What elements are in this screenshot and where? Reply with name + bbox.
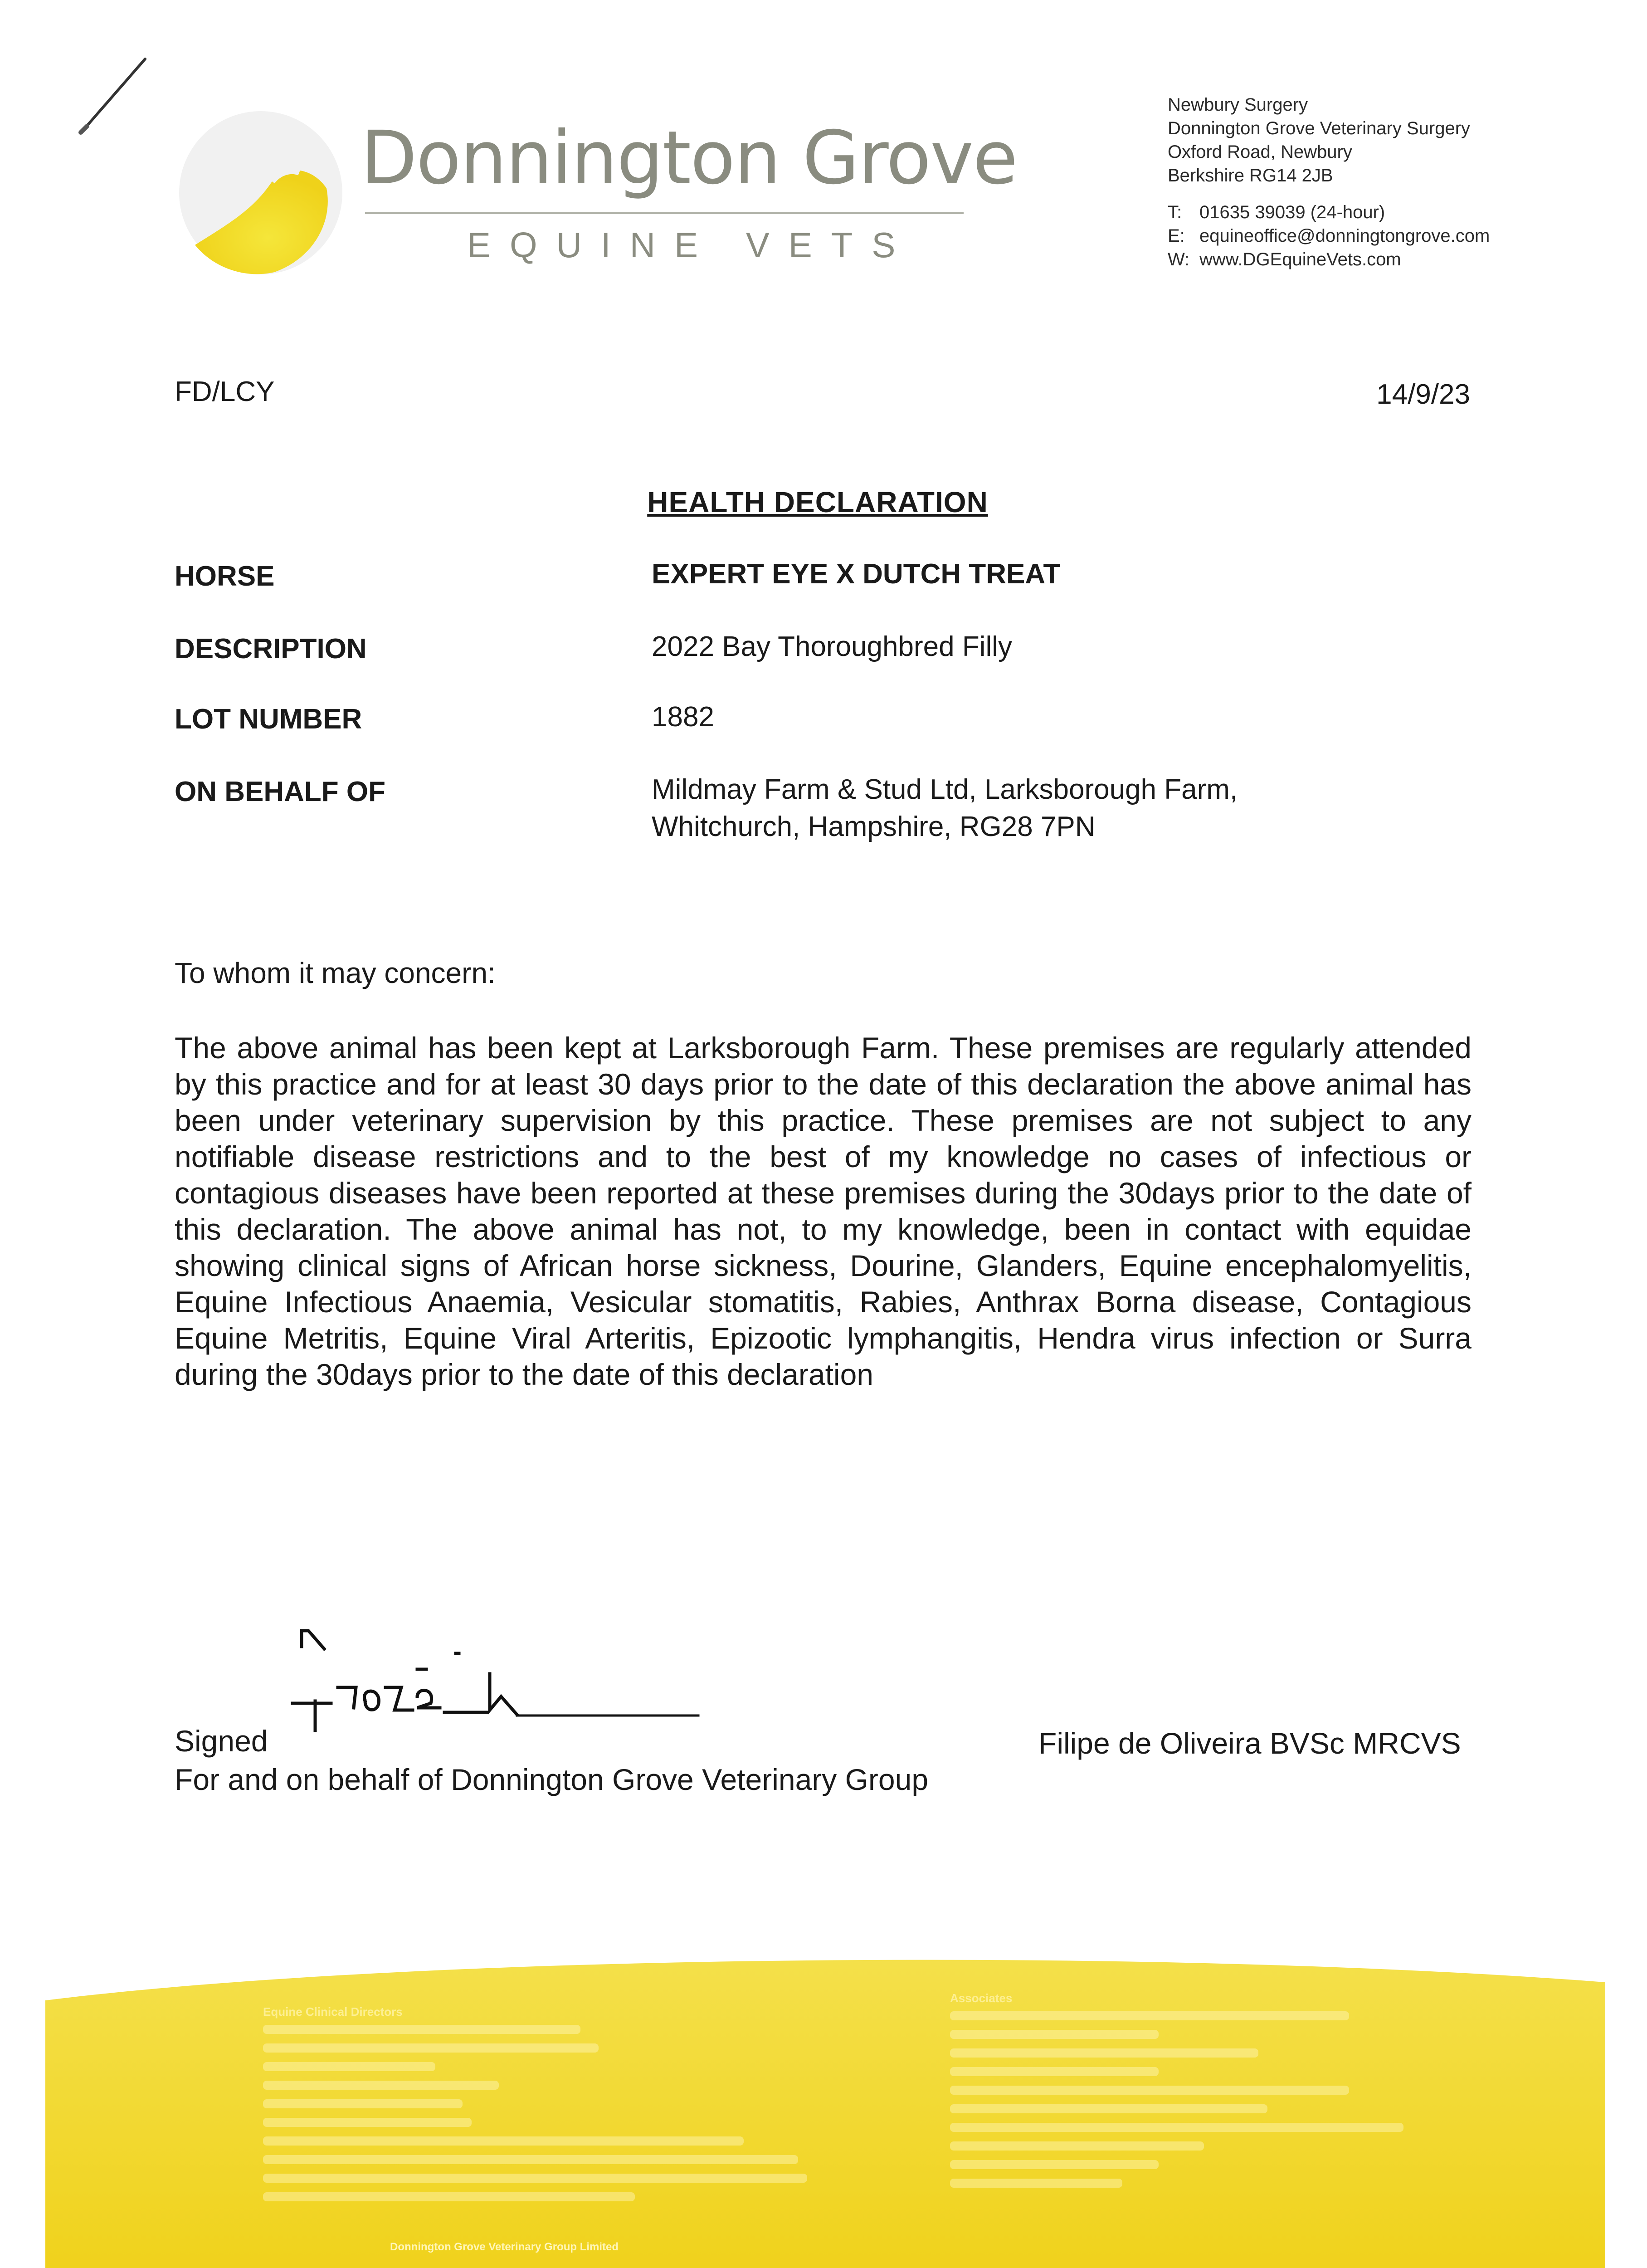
- footer-associates: [950, 1989, 1449, 2213]
- practice-contacts: [1168, 200, 1490, 271]
- field-label-description: DESCRIPTION: [175, 633, 367, 665]
- contact-label: T:: [1168, 202, 1182, 222]
- footer-company-name: Donnington Grove Veterinary Group Limited: [390, 2241, 619, 2253]
- owner-line-2: Whitchurch, Hampshire, RG28 7PN: [652, 811, 1096, 842]
- address-line: Oxford Road, Newbury: [1168, 142, 1352, 162]
- field-label-lot-number: LOT NUMBER: [175, 704, 362, 735]
- signed-label: Signed: [175, 1724, 268, 1758]
- practice-address: [1168, 93, 1470, 187]
- contact-website: [1168, 248, 1490, 271]
- on-behalf-statement: For and on behalf of Donnington Grove Veterinary Group: [175, 1763, 929, 1796]
- document-title: [0, 485, 1647, 519]
- brand-divider: [365, 212, 964, 214]
- contact-email: [1168, 224, 1490, 248]
- footer-associates-faint-lines: [950, 2008, 1449, 2207]
- footer-associates-heading: Associates: [950, 1991, 1013, 2005]
- letter-date: 14/9/23: [1376, 379, 1470, 410]
- footer-directors: [263, 2003, 853, 2222]
- field-label-on-behalf-of: ON BEHALF OF: [175, 776, 385, 807]
- contact-phone: [1168, 200, 1490, 224]
- footer-directors-heading: Equine Clinical Directors: [263, 2005, 403, 2019]
- address-line: Newbury Surgery: [1168, 95, 1308, 115]
- field-label-horse: HORSE: [175, 561, 275, 592]
- field-value-horse: EXPERT EYE X DUTCH TREAT: [652, 558, 1061, 590]
- handwritten-signature: [281, 1619, 712, 1751]
- declaration-body: The above animal has been kept at Larksborough Farm. These premises are regularly attended by this practice and for at least 30 days prior to the date of this declaration the above animal has been under veterinary supervision by this practice. These premises are not subject to any notifiable disease restrictions and to the best of my knowledge no cases of infectious or contagious diseases have been reported at these premises during the 30days prior to the date of this declaration. The above animal has not, to my knowledge, been in contact with equidae showing clinical signs of African horse sickness, Dourine, Glanders, Equine encephalomyelitis, Equine Infectious Anaemia, Vesicular stomatitis, Rabies, Anthrax Borna disease, Contagious Equine Metritis, Equine Viral Arteritis, Epizootic lymphangitis, Hendra virus infection or Surra during the 30days prior to the date of this declaration: [175, 1031, 1472, 1391]
- address-line: Donnington Grove Veterinary Surgery: [1168, 118, 1471, 138]
- brand-subtitle: EQUINE VETS: [467, 225, 915, 265]
- reference-code: FD/LCY: [175, 376, 275, 407]
- document-title-text: HEALTH DECLARATION: [647, 486, 988, 518]
- contact-label: W:: [1168, 249, 1190, 269]
- brand-name: Donnington Grove: [361, 116, 1017, 201]
- address-line: Berkshire RG14 2JB: [1168, 166, 1333, 186]
- salutation: To whom it may concern:: [175, 957, 496, 989]
- logo-icon: [177, 109, 345, 277]
- contact-value: equineoffice@donningtongrove.com: [1199, 226, 1490, 246]
- field-value-on-behalf-of: [652, 771, 1238, 846]
- contact-label: E:: [1168, 226, 1185, 246]
- owner-line-1: Mildmay Farm & Stud Ltd, Larksborough Farm,: [652, 774, 1238, 805]
- footer-company-line: [390, 2241, 619, 2253]
- contact-value: www.DGEquineVets.com: [1199, 249, 1401, 269]
- field-value-lot-number: 1882: [652, 701, 714, 733]
- signer-name: Filipe de Oliveira BVSc MRCVS: [1038, 1726, 1461, 1760]
- footer-directors-faint-lines: [263, 2021, 853, 2216]
- contact-value: 01635 39039 (24-hour): [1199, 202, 1385, 222]
- field-value-description: 2022 Bay Thoroughbred Filly: [652, 631, 1013, 662]
- pen-mark-graphic: [77, 54, 154, 136]
